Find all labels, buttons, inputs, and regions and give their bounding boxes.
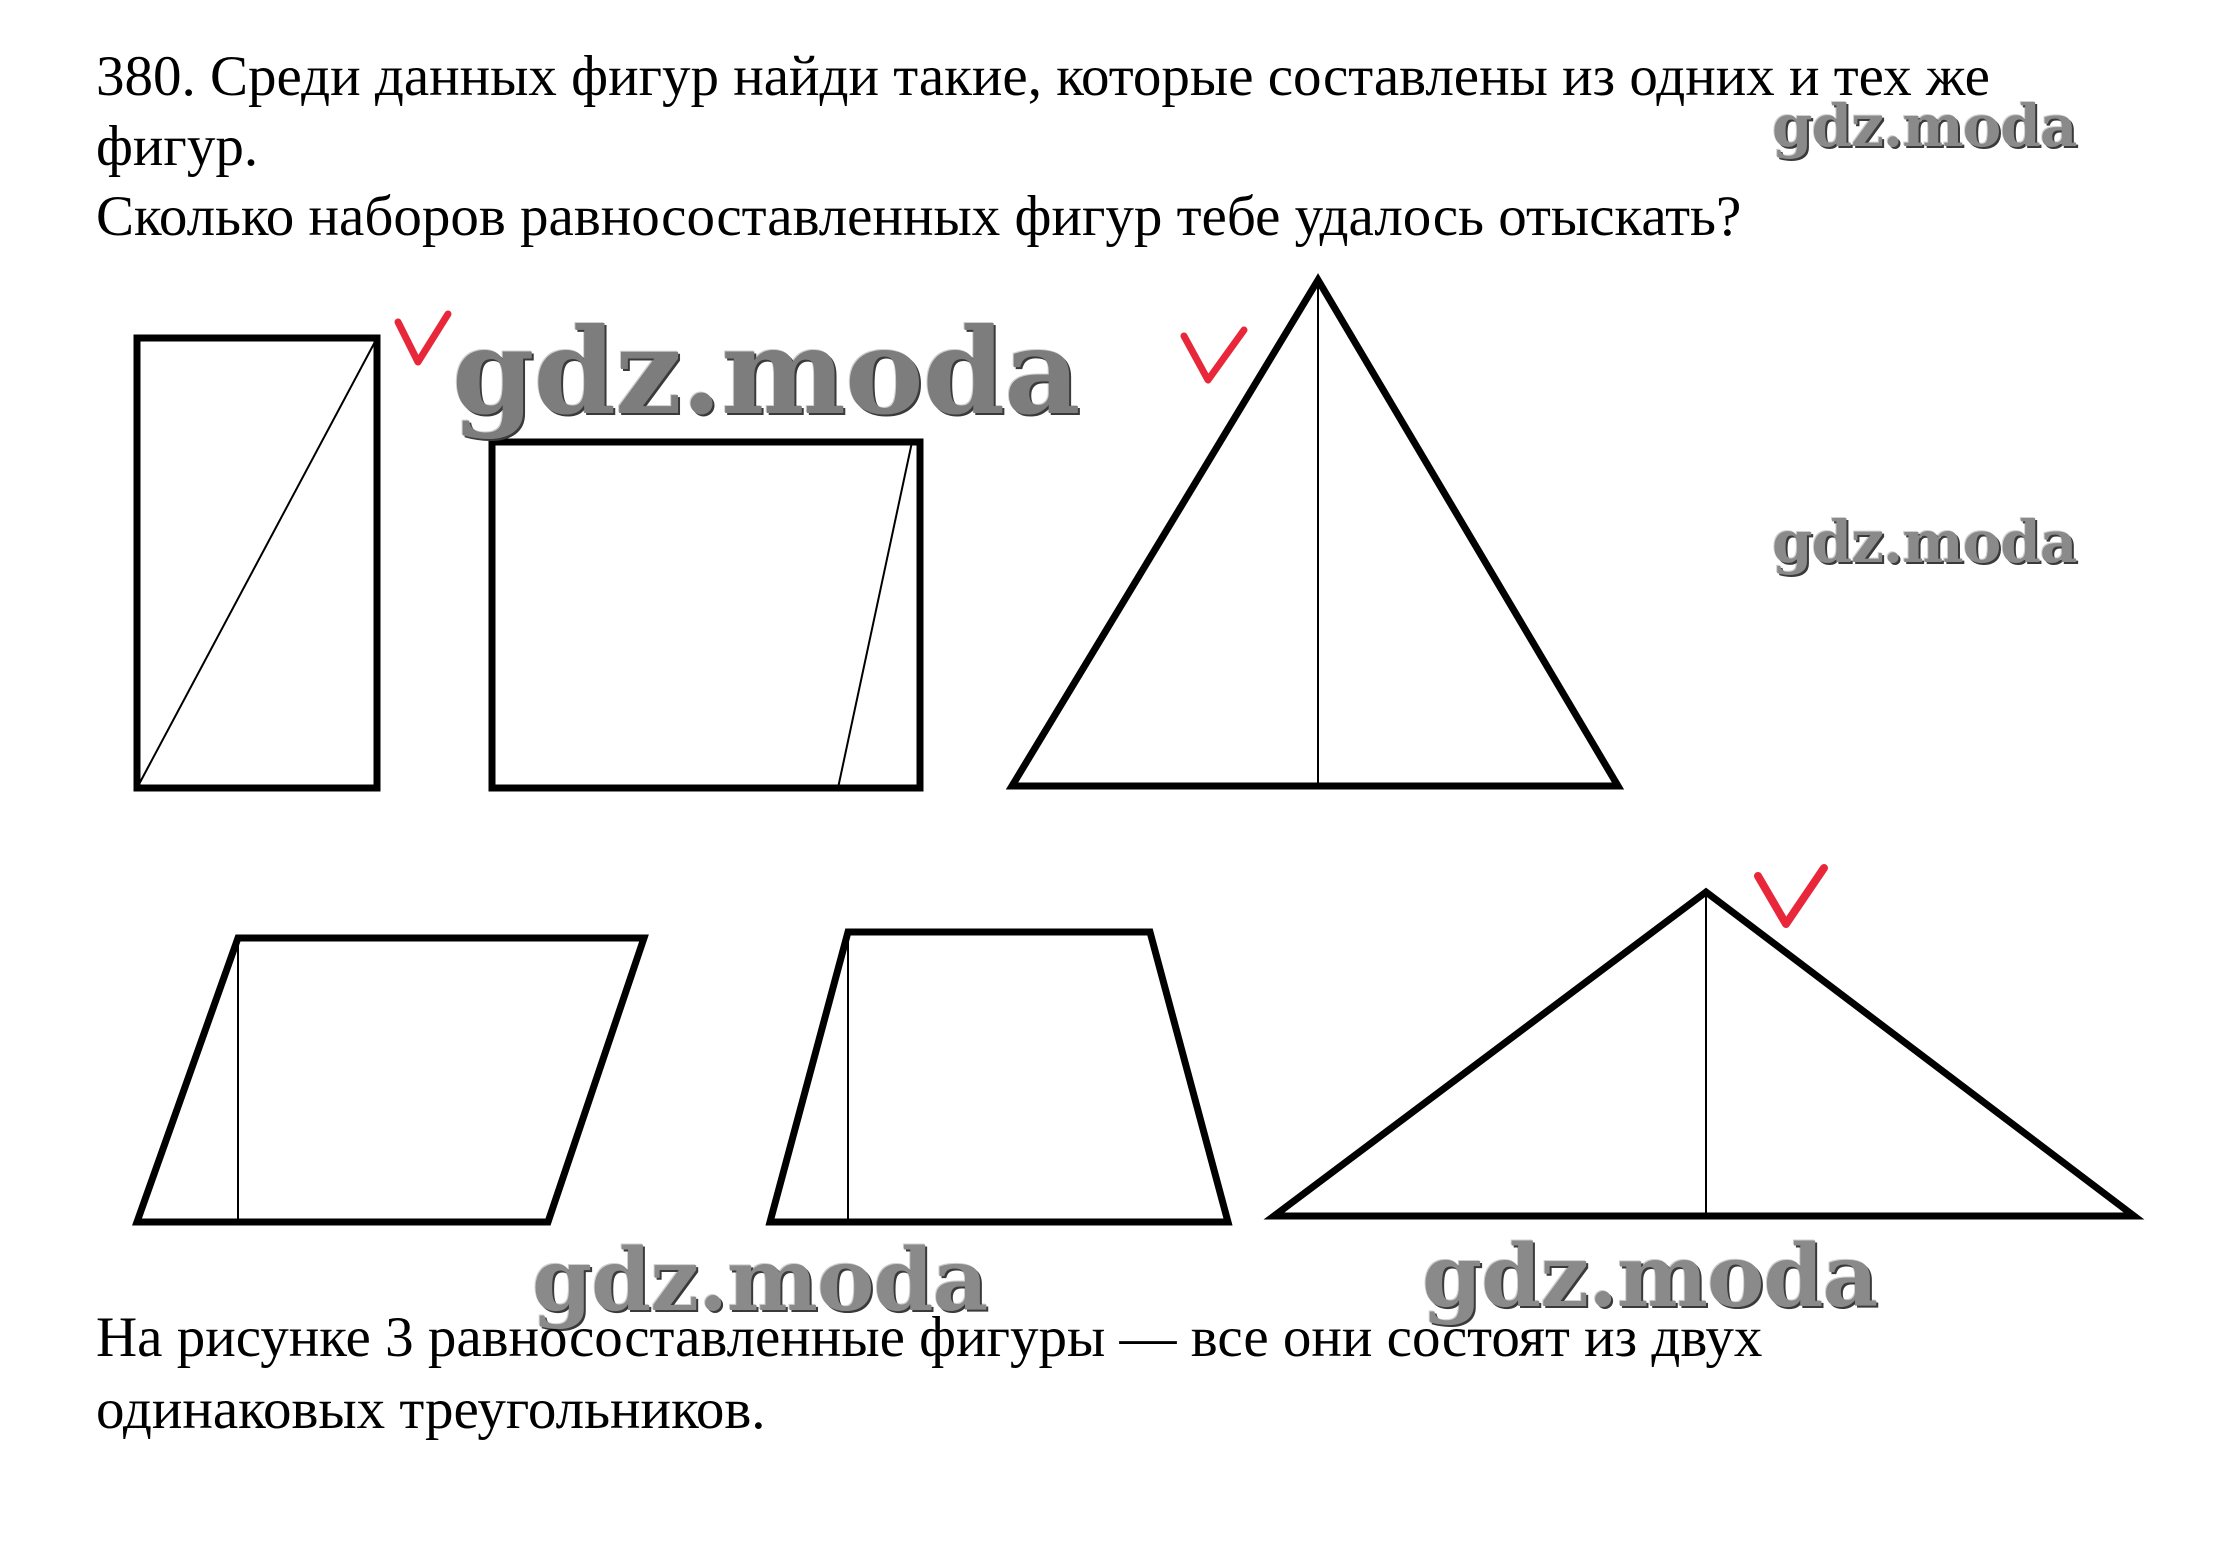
watermark: gdz.moda [532, 1230, 988, 1331]
task-line-2: фигур. [96, 115, 259, 178]
answer-line-2: одинаковых треугольников. [96, 1378, 766, 1441]
answer-line-1: На рисунке 3 равносоставленные фигуры — все они состоят из двух [96, 1306, 1763, 1369]
checkmark-icon [1758, 868, 1824, 924]
watermark: gdz.moda [1772, 92, 2077, 160]
task-line-1: 380. Среди данных фигур найди такие, которые составлены из одних и тех же [96, 45, 1990, 108]
figure-rectangle-with-diagonal [137, 338, 377, 788]
answer-statement [96, 1302, 2156, 1446]
checkmark-icon [398, 314, 448, 362]
figure-rectangle-with-slanted-line [492, 442, 920, 788]
checkmark-icon [1184, 330, 1244, 380]
task-line-3: Сколько наборов равносоставленных фигур тебе удалось отыскать? [96, 185, 1742, 248]
watermark: gdz.moda [1422, 1226, 1878, 1327]
figure-isosceles-triangle-with-height [1012, 280, 1618, 786]
figure-trapezoid-with-height [770, 932, 1228, 1222]
figure-parallelogram-with-height [137, 938, 644, 1222]
watermark: gdz.moda [1772, 508, 2077, 576]
figure-wide-triangle-with-height [1274, 892, 2134, 1216]
watermark: gdz.moda [452, 302, 1080, 441]
